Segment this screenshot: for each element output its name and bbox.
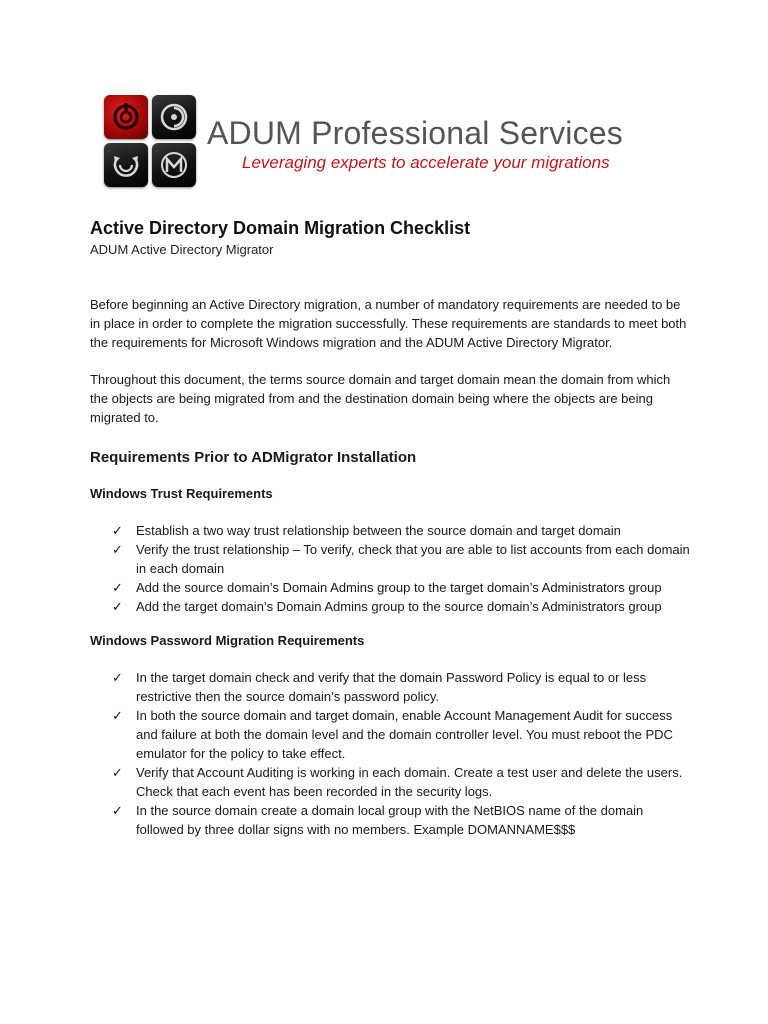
checklist-item bbox=[112, 578, 690, 597]
password-requirements-title: Windows Password Migration Requirements bbox=[90, 633, 365, 648]
check-icon: ✓ bbox=[112, 803, 123, 818]
checklist-item-text: In both the source domain and target domain, enable Account Management Audit for success and failure at both the domain level and the domain controller level. You must reboot the PDC emulator for the policy to take effect. bbox=[136, 708, 673, 761]
check-icon: ✓ bbox=[112, 599, 123, 614]
check-icon: ✓ bbox=[112, 523, 123, 538]
checklist-item-text: In the source domain create a domain local group with the NetBIOS name of the domain followed by three dollar signs with no members. Example DOMANNAME$$$ bbox=[136, 803, 644, 837]
checklist-item-text: Verify the trust relationship – To verify, check that you are able to list accounts from each domain in each domain bbox=[136, 542, 690, 576]
check-icon: ✓ bbox=[112, 542, 123, 557]
check-icon: ✓ bbox=[112, 708, 123, 723]
checklist-item-text: Establish a two way trust relationship between the source domain and target domain bbox=[136, 523, 621, 538]
brand-tagline: Leveraging experts to accelerate your migrations bbox=[242, 153, 610, 172]
trust-checklist bbox=[90, 521, 690, 616]
trust-requirements-title: Windows Trust Requirements bbox=[90, 486, 273, 501]
black-disc-icon bbox=[152, 95, 196, 139]
checklist-item bbox=[112, 801, 690, 839]
document-subtitle: ADUM Active Directory Migrator bbox=[90, 242, 274, 257]
black-cycle-icon bbox=[104, 143, 148, 187]
definition-paragraph: Throughout this document, the terms source domain and target domain mean the domain from which the objects are being migrated from and the destination domain being where the objects are being migrated to. bbox=[90, 372, 671, 425]
checklist-item bbox=[112, 668, 690, 706]
brand-title: ADUM Professional Services bbox=[207, 115, 623, 151]
red-power-icon bbox=[104, 95, 148, 139]
checklist-item-text: Verify that Account Auditing is working in each domain. Create a test user and delete the users. Check that each event has been recorded in the security logs. bbox=[136, 765, 683, 799]
checklist-item bbox=[112, 597, 690, 616]
intro-paragraph: Before beginning an Active Directory migration, a number of mandatory requirements are needed to be in place in order to complete the migration successfully. These requirements are standards to meet both the requirements for Microsoft Windows migration and the ADUM Active Directory Migrator. bbox=[90, 297, 687, 350]
checklist-item bbox=[112, 763, 690, 801]
password-checklist bbox=[90, 668, 690, 839]
document-body bbox=[90, 215, 690, 839]
check-icon: ✓ bbox=[112, 670, 123, 685]
check-icon: ✓ bbox=[112, 580, 123, 595]
checklist-item bbox=[112, 540, 690, 578]
checklist-item-text: Add the source domain’s Domain Admins group to the target domain’s Administrators group bbox=[136, 580, 662, 595]
document-title: Active Directory Domain Migration Checklist bbox=[90, 218, 471, 238]
check-icon: ✓ bbox=[112, 765, 123, 780]
checklist-item bbox=[112, 706, 690, 763]
black-m-icon bbox=[152, 143, 196, 187]
checklist-item-text: In the target domain check and verify that the domain Password Policy is equal to or less restrictive then the source domain’s password policy. bbox=[136, 670, 647, 704]
company-logo bbox=[104, 95, 196, 187]
checklist-item-text: Add the target domain’s Domain Admins group to the source domain’s Administrators group bbox=[136, 599, 662, 614]
checklist-item bbox=[112, 521, 690, 540]
section-title: Requirements Prior to ADMigrator Installation bbox=[90, 449, 417, 466]
